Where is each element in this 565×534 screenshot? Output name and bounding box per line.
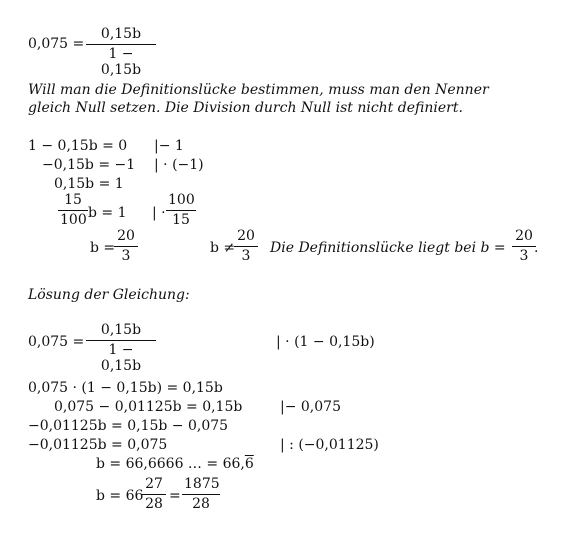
solution-line-4-operation: | : (−0,01125) — [280, 437, 379, 453]
fraction-denominator: 3 — [121, 248, 131, 264]
step-5-fraction — [114, 228, 138, 264]
fraction-denominator: 1 − 0,15b — [100, 46, 142, 78]
fraction-bar — [512, 246, 536, 247]
repeating-digit: 6 — [244, 456, 254, 472]
solution-line-2-operation: |− 0,075 — [280, 399, 341, 415]
solution-line-5 — [96, 456, 254, 472]
fraction-numerator: 20 — [117, 228, 135, 244]
step-2-operation: | · (−1) — [154, 157, 204, 173]
solution-line-6-fraction-2 — [182, 476, 220, 512]
fraction-numerator: 27 — [145, 476, 163, 492]
fraction-numerator: 20 — [237, 228, 255, 244]
step-4-fraction — [58, 192, 88, 228]
solution-line-4: −0,01125b = 0,075 — [28, 437, 168, 453]
solution-line-5-text: b = 66,6666 … = 66, — [96, 456, 245, 472]
conclusion-period: . — [534, 240, 539, 256]
explanation-line-1: Will man die Definitionslücke bestimmen, muss man den Nenner — [28, 82, 489, 98]
fraction-denominator: 3 — [519, 248, 529, 264]
fraction-denominator: 100 — [60, 212, 87, 228]
fraction-denominator: 1 − 0,15b — [100, 342, 142, 374]
solution-line-6-lhs: b = 66 — [96, 488, 144, 504]
fraction-bar — [142, 494, 166, 495]
fraction-numerator: 20 — [515, 228, 533, 244]
not-equal-fraction — [234, 228, 258, 264]
step-4-operation: | · — [152, 205, 166, 221]
fraction-numerator: 100 — [168, 192, 195, 208]
step-2: −0,15b = −1 — [42, 157, 136, 173]
step-4-rest: b = 1 — [88, 205, 127, 221]
fraction-bar — [86, 340, 156, 341]
fraction-denominator: 15 — [172, 212, 190, 228]
solution-line-6-equals: = — [169, 488, 181, 504]
fraction-numerator: 15 — [64, 192, 82, 208]
solution-line-6-fraction — [142, 476, 166, 512]
solution-line-3: −0,01125b = 0,15b − 0,075 — [28, 418, 229, 434]
fraction-bar — [114, 246, 138, 247]
fraction-numerator: 0,15b — [100, 26, 142, 42]
fraction-bar — [182, 494, 220, 495]
not-equal-lhs: b ≠ — [210, 240, 236, 256]
explanation-line-2: gleich Null setzen. Die Division durch Null ist nicht definiert. — [28, 100, 463, 116]
step-3: 0,15b = 1 — [54, 176, 124, 192]
conclusion-text: Die Definitionslücke liegt bei b = — [270, 240, 506, 256]
step-1: 1 − 0,15b = 0 — [28, 138, 128, 154]
equation-fraction — [86, 26, 156, 78]
solution-line-2: 0,075 − 0,01125b = 0,15b — [54, 399, 243, 415]
equation-lhs: 0,075 = — [28, 36, 85, 52]
step-1-operation: |− 1 — [154, 138, 184, 154]
solution-heading: Lösung der Gleichung: — [28, 287, 190, 303]
equation-2-fraction — [86, 322, 156, 374]
step-5-lhs: b = — [90, 240, 116, 256]
fraction-numerator: 1875 — [184, 476, 220, 492]
fraction-denominator: 28 — [192, 496, 210, 512]
solution-line-1: 0,075 · (1 − 0,15b) = 0,15b — [28, 380, 223, 396]
conclusion-fraction — [512, 228, 539, 264]
equation-2-lhs: 0,075 = — [28, 334, 85, 350]
fraction-bar — [58, 210, 88, 211]
fraction-bar — [234, 246, 258, 247]
fraction-bar — [166, 210, 196, 211]
fraction-bar — [86, 44, 156, 45]
equation-2-operation: | · (1 − 0,15b) — [276, 334, 375, 350]
step-4-operation-fraction — [166, 192, 196, 228]
fraction-denominator: 3 — [241, 248, 251, 264]
fraction-denominator: 28 — [145, 496, 163, 512]
fraction-numerator: 0,15b — [100, 322, 142, 338]
